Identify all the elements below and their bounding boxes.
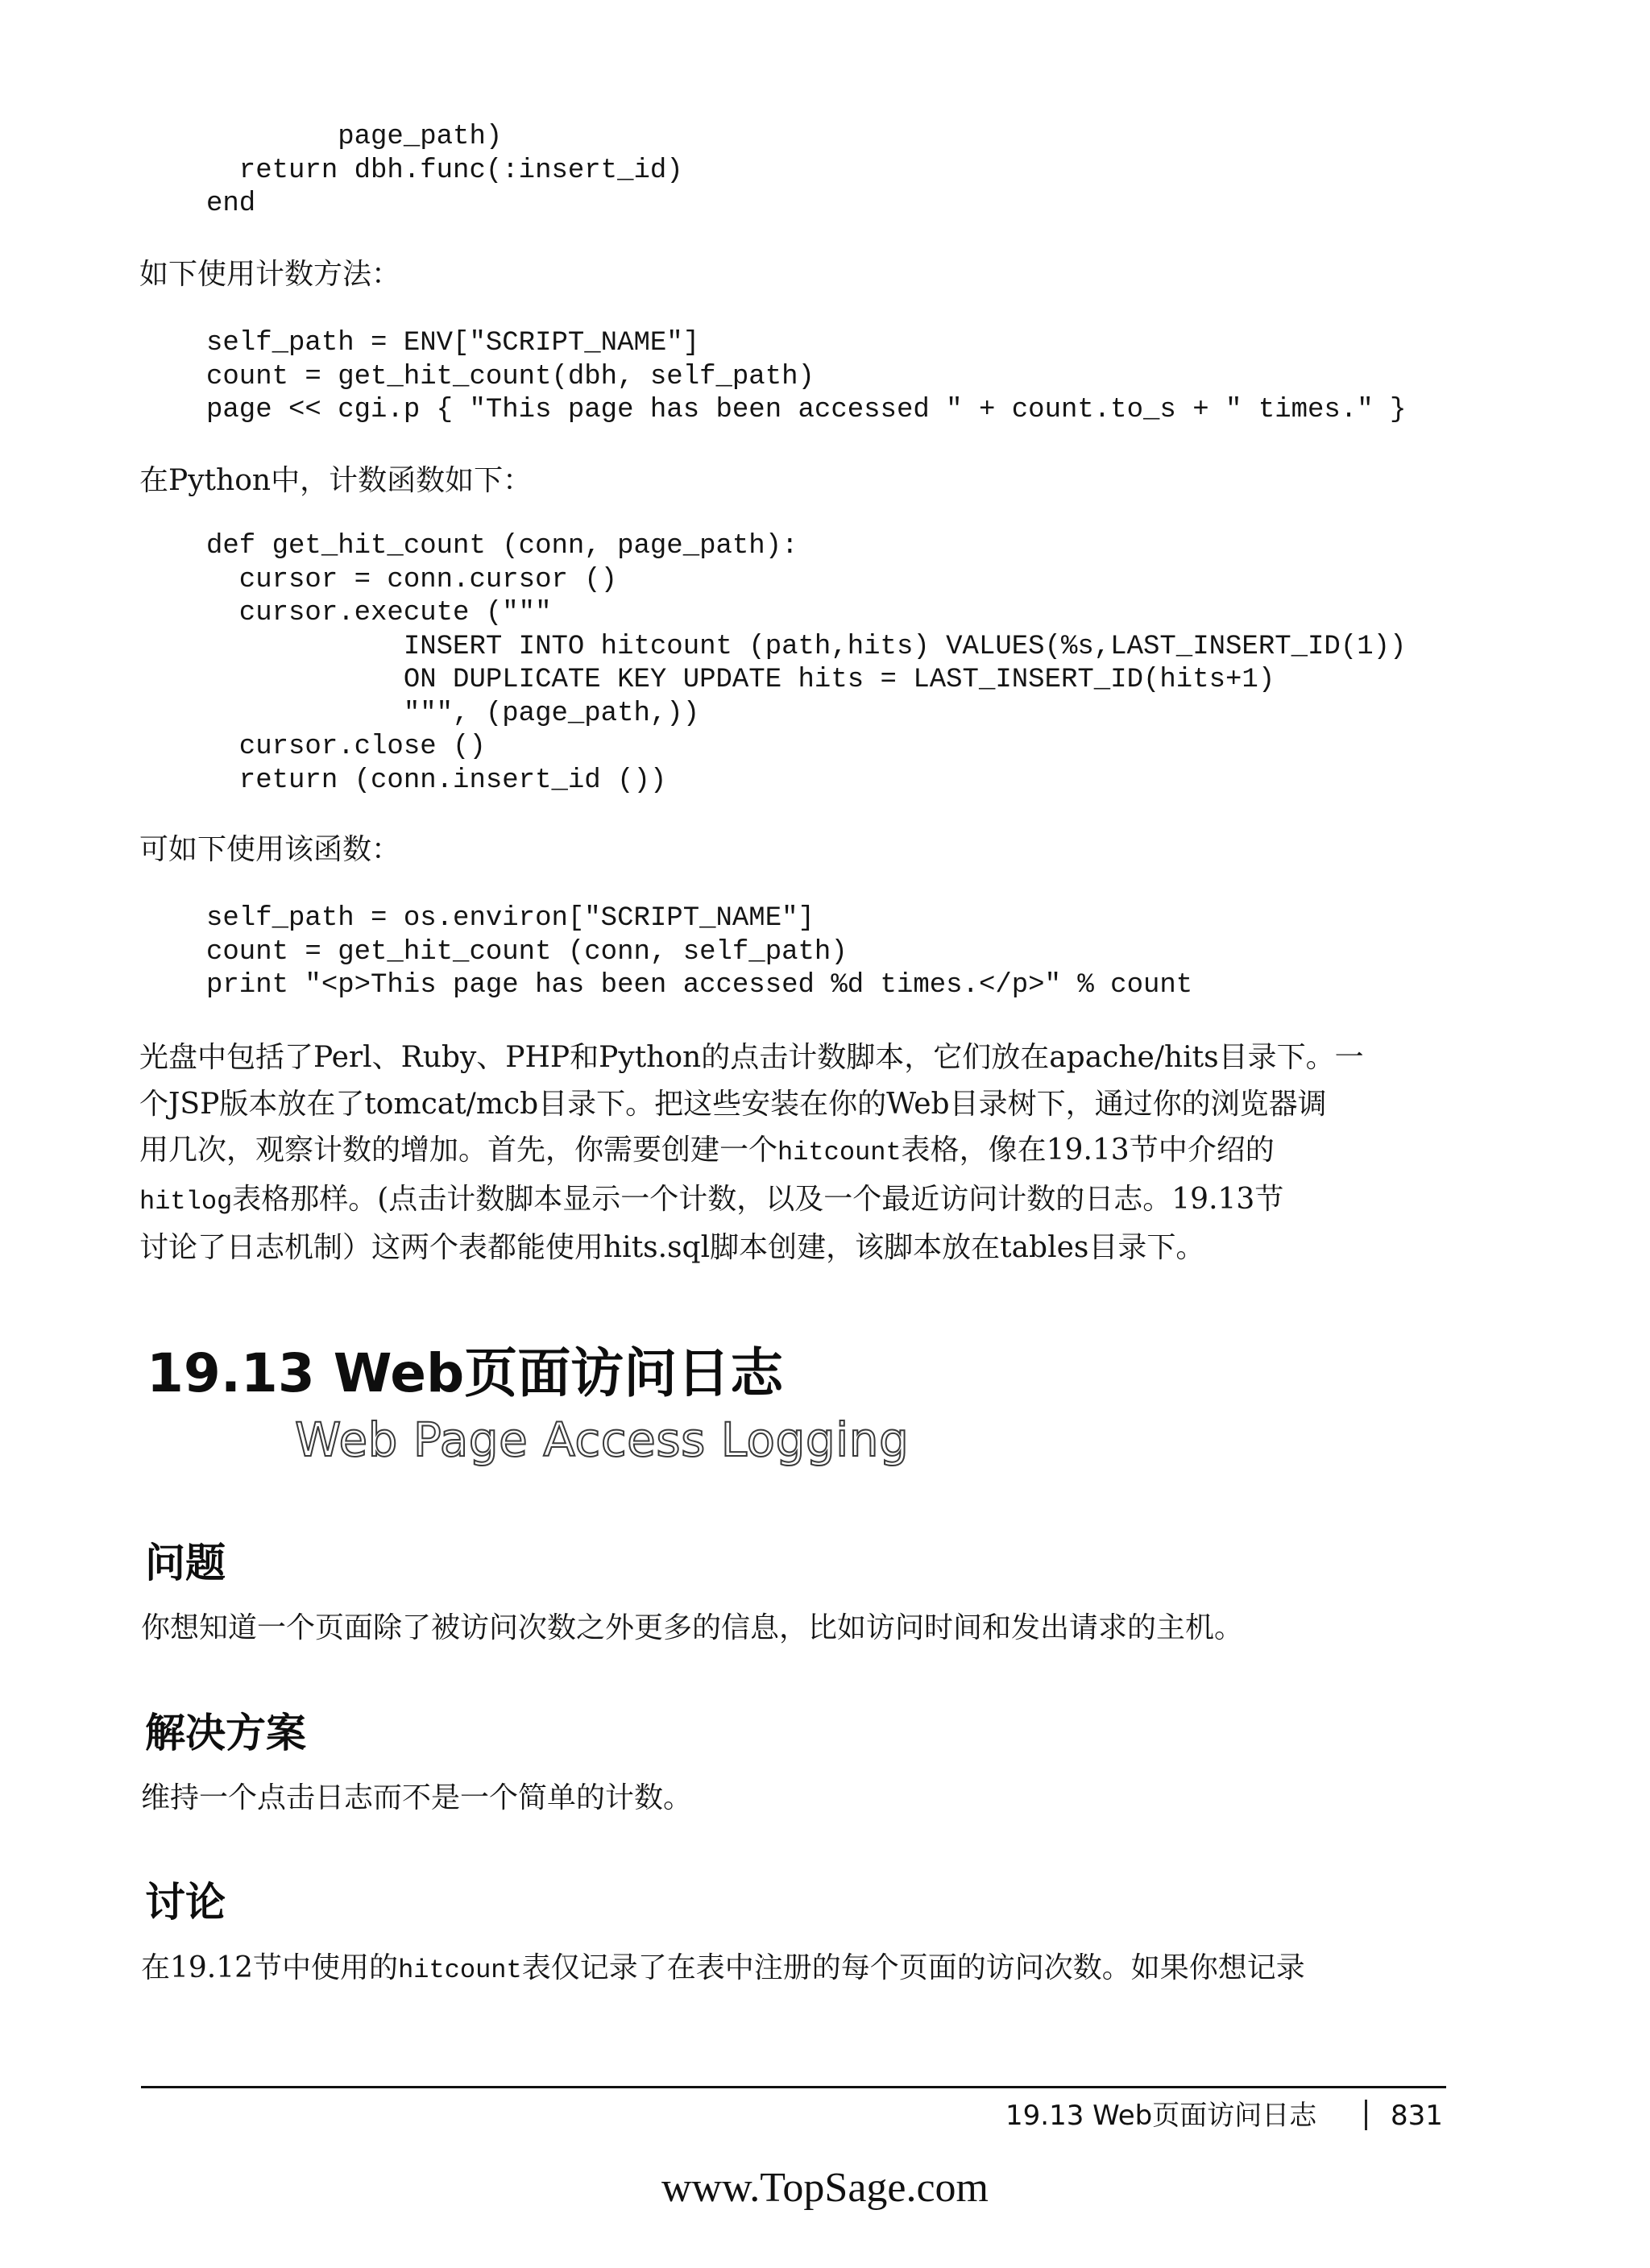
code-line: self_path = os.environ["SCRIPT_NAME"] — [206, 903, 815, 934]
section-subtitle: Web Page Access Logging — [295, 1412, 910, 1467]
code-line: INSERT INTO hitcount (path,hits) VALUES(%s,LAST_INSERT_ID(1)) — [206, 631, 1407, 662]
problem-text: 你想知道一个页面除了被访问次数之外更多的信息，比如访问时间和发出请求的主机。 — [141, 1611, 1244, 1644]
para-usage-intro: 如下使用计数方法： — [139, 258, 401, 291]
code-block-python-usage — [206, 902, 1192, 1003]
code-block-ruby-tail — [206, 121, 683, 222]
body-line: 讨论了日志机制）这两个表都能使用hits.sql脚本创建，该脚本放在tables目录下。 — [139, 1231, 1205, 1264]
discussion-heading: 讨论 — [145, 1879, 226, 1926]
section-title: 19.13 Web页面访问日志 — [147, 1342, 784, 1404]
para-python-intro: 在Python中，计数函数如下： — [139, 464, 533, 497]
body-text: 表格那样。(点击计数脚本显示一个计数，以及一个最近访问计数的日志。19.13节 — [232, 1182, 1284, 1216]
code-line: cursor.execute (""" — [206, 598, 552, 628]
code-line: self_path = ENV["SCRIPT_NAME"] — [206, 328, 700, 359]
body-paragraph — [139, 1034, 1461, 1271]
code-block-ruby-usage — [206, 327, 1406, 428]
code-line: page_path) — [206, 122, 503, 152]
problem-heading: 问题 — [145, 1540, 226, 1586]
code-line: end — [206, 189, 256, 219]
code-line: print "<p>This page has been accessed %d times.</p>" % count — [206, 970, 1193, 1001]
body-text: 表格，像在19.13节中介绍的 — [901, 1134, 1275, 1167]
code-line: cursor = conn.cursor () — [206, 564, 618, 595]
code-line: return (conn.insert_id ()) — [206, 765, 667, 796]
body-line: 光盘中包括了Perl、Ruby、PHP和Python的点击计数脚本，它们放在apache/hits目录下。一 — [139, 1041, 1364, 1074]
code-line: count = get_hit_count (conn, self_path) — [206, 936, 848, 968]
body-text: 表仅记录了在表中注册的每个页面的访问次数。如果你想记录 — [521, 1951, 1305, 1984]
footer-separator — [1365, 2100, 1367, 2130]
body-line — [139, 1176, 1461, 1225]
code-line: ON DUPLICATE KEY UPDATE hits = LAST_INSERT_ID(hits+1) — [206, 665, 1275, 695]
solution-heading: 解决方案 — [145, 1710, 306, 1756]
code-line: page << cgi.p { "This page has been accessed " + count.to_s + " times." } — [206, 395, 1407, 425]
code-line: count = get_hit_count(dbh, self_path) — [206, 361, 815, 392]
code-line: """, (page_path,)) — [206, 698, 700, 729]
code-block-python-function — [206, 530, 1406, 798]
inline-code: hitlog — [139, 1186, 233, 1217]
code-line: cursor.close () — [206, 732, 486, 762]
body-line — [139, 1127, 1461, 1176]
inline-code: hitcount — [777, 1138, 902, 1167]
code-line: return dbh.func(:insert_id) — [206, 155, 683, 186]
para-python-usage-intro: 可如下使用该函数： — [139, 833, 401, 866]
body-line: 个JSP版本放在了tomcat/mcb目录下。把这些安装在你的Web目录树下，通过你的浏览器调 — [139, 1087, 1327, 1121]
body-text: 在19.12节中使用的 — [141, 1951, 399, 1984]
body-text: 用几次，观察计数的增加。首先，你需要创建一个 — [139, 1134, 778, 1167]
footer-running-title: 19.13 Web页面访问日志 — [1005, 2100, 1317, 2132]
inline-code: hitcount — [398, 1955, 522, 1985]
watermark-url: www.TopSage.com — [661, 2165, 989, 2211]
footer-rule — [141, 2086, 1446, 2088]
code-line: def get_hit_count (conn, page_path): — [206, 531, 798, 562]
solution-text: 维持一个点击日志而不是一个简单的计数。 — [141, 1781, 693, 1814]
page-number: 831 — [1391, 2100, 1443, 2132]
discussion-text — [141, 1951, 1305, 1988]
